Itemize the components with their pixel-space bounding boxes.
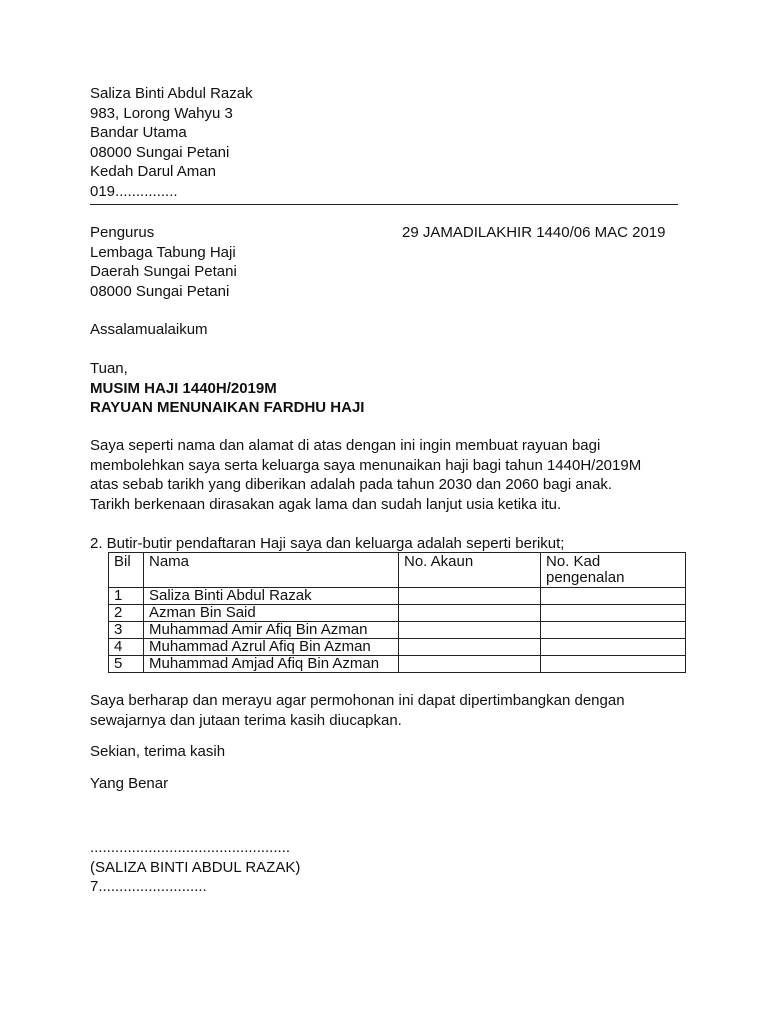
header-kad-line-2: pengenalan bbox=[546, 569, 625, 586]
signature-phone: 7.......................... bbox=[90, 878, 207, 895]
cell-akaun bbox=[399, 605, 541, 622]
cell-bil: 5 bbox=[109, 656, 144, 673]
cell-nama: Azman Bin Said bbox=[144, 605, 399, 622]
greeting: Assalamualaikum bbox=[90, 321, 208, 338]
subject-line-2: RAYUAN MENUNAIKAN FARDHU HAJI bbox=[90, 399, 365, 416]
header-kad-line-1: No. Kad bbox=[546, 553, 601, 570]
sender-postcode-city: 08000 Sungai Petani bbox=[90, 143, 230, 161]
recipient-title: Pengurus bbox=[90, 224, 155, 241]
cell-bil: 2 bbox=[109, 605, 144, 622]
cell-nama: Muhammad Azrul Afiq Bin Azman bbox=[144, 639, 399, 656]
salutation-and-subject bbox=[90, 359, 364, 418]
table-row bbox=[109, 656, 686, 673]
recipient-postcode-city: 08000 Sungai Petani bbox=[90, 282, 230, 300]
recipient-organization: Lembaga Tabung Haji bbox=[90, 243, 236, 261]
letter-date: 29 JAMADILAKHIR 1440/06 MAC 2019 bbox=[402, 224, 666, 241]
sender-state: Kedah Darul Aman bbox=[90, 163, 216, 180]
table-row bbox=[109, 605, 686, 622]
cell-kad bbox=[541, 605, 686, 622]
table-row bbox=[109, 639, 686, 656]
cell-bil: 1 bbox=[109, 588, 144, 605]
paragraph-line: membolehkan saya serta keluarga saya menunaikan haji bagi tahun 1440H/2019M bbox=[90, 456, 642, 474]
header-divider bbox=[90, 204, 678, 205]
recipient-district: Daerah Sungai Petani bbox=[90, 263, 237, 280]
paragraph-line: Saya berharap dan merayu agar permohonan ini dapat dipertimbangkan dengan bbox=[90, 692, 625, 709]
recipient-address bbox=[90, 223, 237, 301]
cell-kad bbox=[541, 588, 686, 605]
table-row bbox=[109, 622, 686, 639]
table-row bbox=[109, 588, 686, 605]
cell-nama: Muhammad Amir Afiq Bin Azman bbox=[144, 622, 399, 639]
signature-dotted-line: ................................................ bbox=[90, 839, 291, 856]
cell-akaun bbox=[399, 588, 541, 605]
cell-kad bbox=[541, 639, 686, 656]
header-bil: Bil bbox=[109, 553, 144, 588]
table-header-row bbox=[109, 553, 686, 588]
salutation: Tuan, bbox=[90, 360, 128, 377]
paragraph-line: Saya seperti nama dan alamat di atas dengan ini ingin membuat rayuan bagi bbox=[90, 437, 601, 454]
sender-street: 983, Lorong Wahyu 3 bbox=[90, 104, 233, 122]
header-kad bbox=[541, 553, 686, 588]
paragraph-line: atas sebab tarikh yang diberikan adalah pada tahun 2030 dan 2060 bagi anak. bbox=[90, 476, 613, 493]
cell-kad bbox=[541, 622, 686, 639]
sender-name: Saliza Binti Abdul Razak bbox=[90, 85, 253, 102]
header-akaun: No. Akaun bbox=[399, 553, 541, 588]
registration-table bbox=[108, 552, 686, 673]
body-paragraph-1 bbox=[90, 436, 690, 514]
body-paragraph-3 bbox=[90, 691, 625, 730]
cell-nama: Saliza Binti Abdul Razak bbox=[144, 588, 399, 605]
sender-area: Bandar Utama bbox=[90, 124, 187, 141]
cell-kad bbox=[541, 656, 686, 673]
subject-line-1: MUSIM HAJI 1440H/2019M bbox=[90, 379, 277, 397]
body-paragraph-2: 2. Butir-butir pendaftaran Haji saya dan keluarga adalah seperti berikut; bbox=[90, 535, 565, 552]
sign-off: Yang Benar bbox=[90, 775, 169, 792]
sender-address bbox=[90, 84, 253, 201]
signature-block bbox=[90, 838, 300, 897]
signature-name: (SALIZA BINTI ABDUL RAZAK) bbox=[90, 858, 301, 876]
paragraph-line: sewajarnya dan jutaan terima kasih diucapkan. bbox=[90, 711, 402, 729]
cell-akaun bbox=[399, 639, 541, 656]
closing-line: Sekian, terima kasih bbox=[90, 743, 226, 760]
cell-akaun bbox=[399, 656, 541, 673]
cell-bil: 4 bbox=[109, 639, 144, 656]
cell-bil: 3 bbox=[109, 622, 144, 639]
paragraph-line: Tarikh berkenaan dirasakan agak lama dan sudah lanjut usia ketika itu. bbox=[90, 495, 562, 513]
cell-nama: Muhammad Amjad Afiq Bin Azman bbox=[144, 656, 399, 673]
cell-akaun bbox=[399, 622, 541, 639]
sender-phone: 019............... bbox=[90, 182, 178, 200]
header-nama: Nama bbox=[144, 553, 399, 588]
